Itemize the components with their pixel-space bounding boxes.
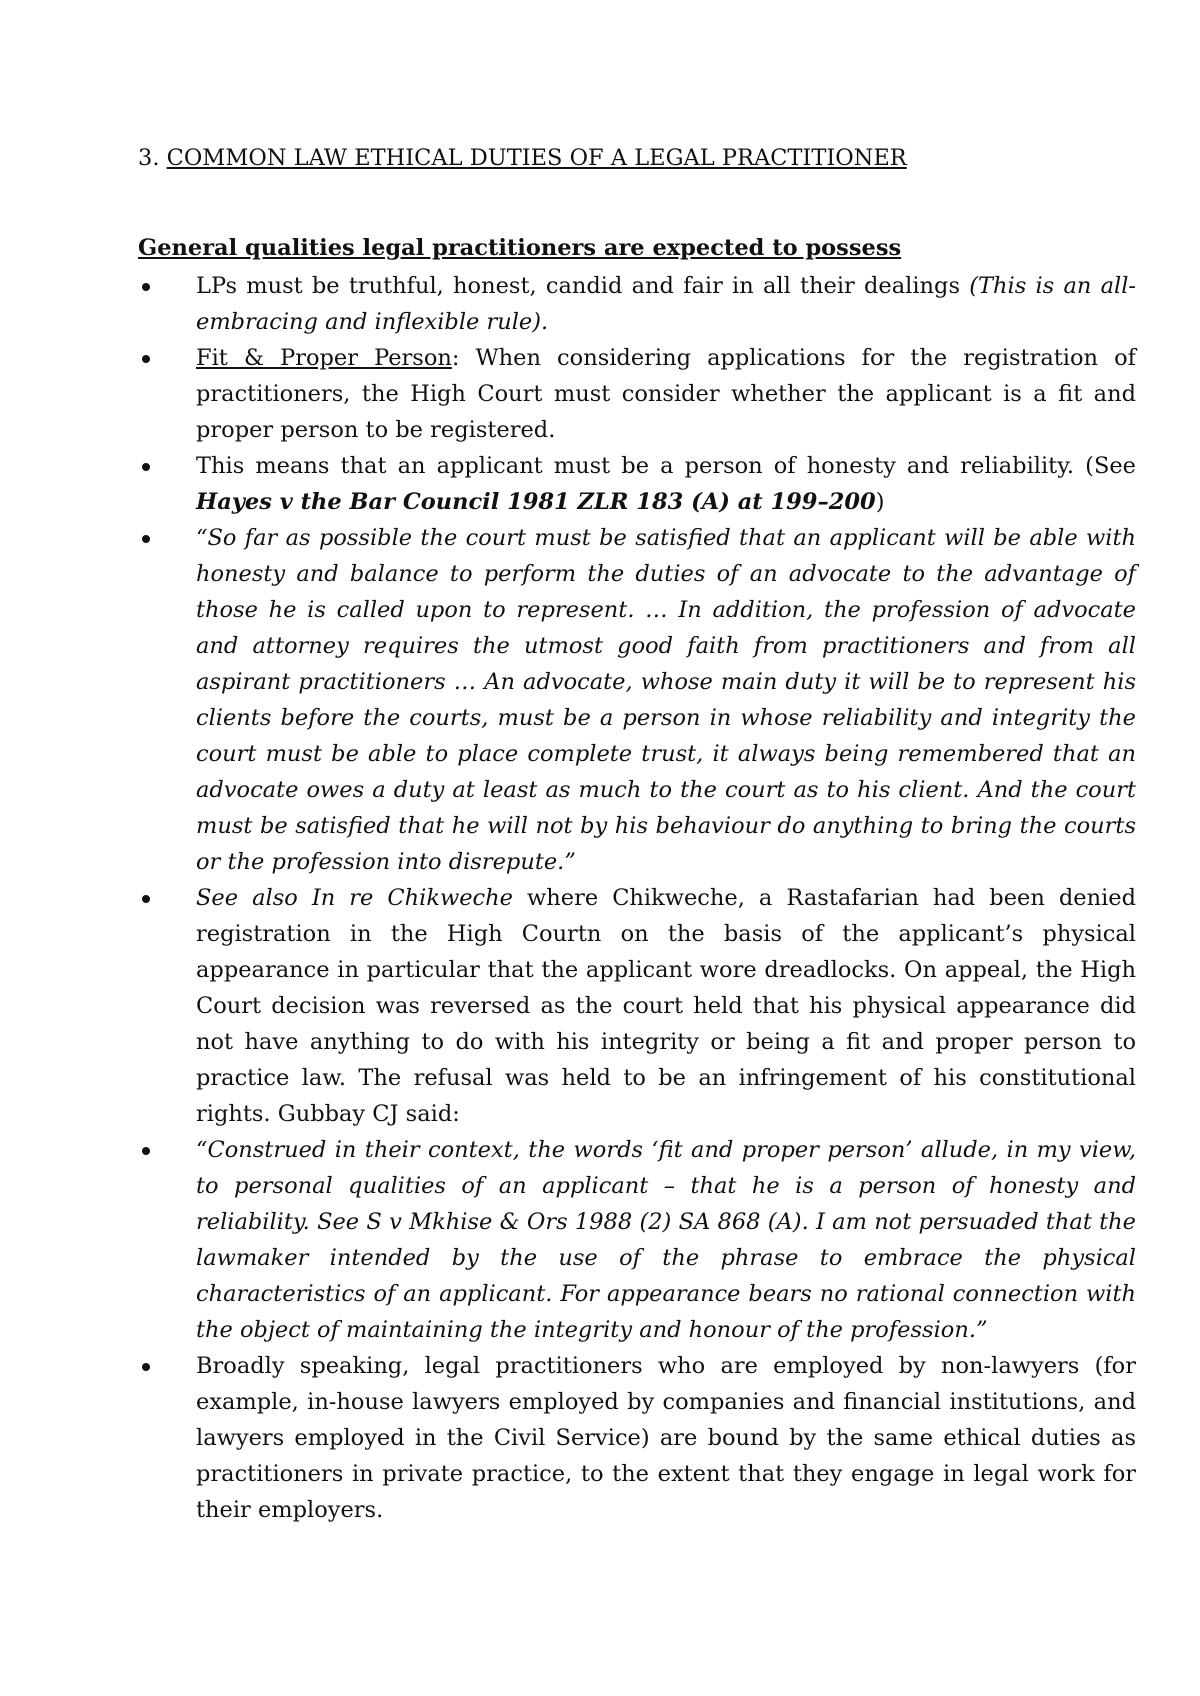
list-item-text: This means that an applicant must be a person of honesty and reliability. (See <box>196 453 1136 479</box>
bullet-icon <box>142 355 150 363</box>
list-item-close: ) <box>875 489 885 515</box>
list-item-text: : When considering applications for the registration of practitioners, the High Court must consider whether the applicant is a fit and proper person to be registered. <box>196 345 1136 443</box>
case-citation: Hayes v the Bar Council 1981 ZLR 183 (A) at 199–200 <box>196 489 876 515</box>
list-item-italic-note: (This is an all-embracing and inflexible rule). <box>196 273 1136 335</box>
list-item <box>138 448 1136 520</box>
list-item-text: Broadly speaking, legal practitioners who are employed by non-lawyers (for example, in-house lawyers employed by companies and financial institutions, and lawyers employed in the Civil Service) are bound by the same ethical duties as practitioners in private practice, to the extent that they engage in legal work for their employers. <box>196 1353 1136 1523</box>
list-item <box>138 340 1136 448</box>
list-item-text: LPs must be truthful, honest, candid and fair in all their dealings <box>196 273 970 299</box>
bullet-icon <box>142 463 150 471</box>
bullet-icon <box>142 283 150 291</box>
list-item <box>138 268 1136 340</box>
bullet-icon <box>142 895 150 903</box>
bullet-icon <box>142 1147 150 1155</box>
list-item <box>138 880 1136 1132</box>
list-item <box>138 1348 1136 1528</box>
bullet-list <box>138 268 1136 1528</box>
quotation: “So far as possible the court must be satisfied that an applicant will be able with honesty and balance to perform the duties of an advocate to the advantage of those he is called upon to represent. … In addition, the profession of advocate and attorney requires the utmost good faith from practitioners and from all aspirant practitioners … An advocate, whose main duty it will be to represent his clients before the courts, must be a person in whose reliability and integrity the court must be able to place complete trust, it always being remembered that an advocate owes a duty at least as much to the court as to his client. And the court must be satisfied that he will not by his behaviour do anything to bring the courts or the profession into disrepute.” <box>196 525 1136 875</box>
section-title: COMMON LAW ETHICAL DUTIES OF A LEGAL PRACTITIONER <box>166 145 907 171</box>
bullet-icon <box>142 535 150 543</box>
case-citation: In re Chikweche <box>311 885 513 911</box>
see-also-label: See also <box>196 885 312 911</box>
list-item-text: where Chikweche, a Rastafarian had been denied registration in the High Courtn on the basis of the applicant’s physical appearance in particular that the applicant wore dreadlocks. On appeal, the High Court decision was reversed as the court held that his physical appearance did not have anything to do with his integrity or being a fit and proper person to practice law. The refusal was held to be an infringement of his constitutional rights. Gubbay CJ said: <box>196 885 1136 1127</box>
bullet-icon <box>142 1363 150 1371</box>
section-heading <box>138 140 1136 176</box>
list-item-term: Fit & Proper Person <box>196 345 452 371</box>
subheading: General qualities legal practitioners are expected to possess <box>138 235 902 261</box>
list-item <box>138 520 1136 880</box>
quotation: “Construed in their context, the words ‘fit and proper person’ allude, in my view, to personal qualities of an applicant – that he is a person of honesty and reliability. See S v Mkhise & Ors 1988 (2) SA 868 (A). I am not persuaded that the lawmaker intended by the use of the phrase to embrace the physical characteristics of an applicant. For appearance bears no rational connection with the object of maintaining the integrity and honour of the profession.” <box>196 1137 1136 1343</box>
section-number: 3. <box>138 145 160 171</box>
list-item <box>138 1132 1136 1348</box>
document-body <box>138 140 1136 1528</box>
